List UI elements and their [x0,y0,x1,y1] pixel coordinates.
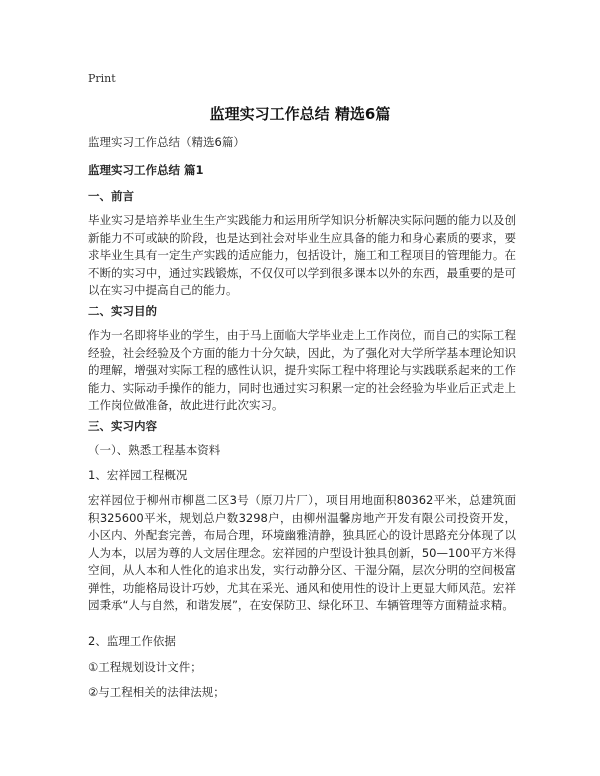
document-subtitle: 监理实习工作总结（精选6篇） [88,135,245,149]
list-item: ①工程规划设计文件； [88,660,202,674]
list-item: ②与工程相关的法律法规； [88,685,225,699]
section-heading-content: 三、实习内容 [88,419,157,433]
section-heading-preface: 一、前言 [88,189,134,203]
page-title: 监理实习工作总结 精选6篇 [209,105,391,123]
paragraph-purpose: 作为一名即将毕业的学生，由于马上面临大学毕业走上工作岗位，而自己的实际工程经验，社会经验及个方面的能力十分欠缺，因此，为了强化对大学所学基本理论知识的理解，增强对实际工程的感性认识，提升实际工程中将理论与实践联系起来的工作能力、实际动手操作的能力，同时也通过实习积累一定的社会经验为毕业后正式走上工作岗位做准备，故此进行此次实习。 [88,328,516,412]
article-heading: 监理实习工作总结 篇1 [88,163,204,177]
subheading-basis: 2、监理工作依据 [88,634,176,648]
paragraph-preface: 毕业实习是培养毕业生生产实践能力和运用所学知识分析解决实际问题的能力以及创新能力不可或缺的阶段，也是达到社会对毕业生应具备的能力和身心素质的要求，要求毕业生具有一定生产实践的适应能力，包括设计，施工和工程项目的管理能力。在不断的实习中，通过实践锻炼，不仅仅可以学到很多课本以外的东西，最重要的是可以在实习中提高自己的能力。 [88,213,516,297]
subheading-familiarize: （一）、熟悉工程基本资料 [88,443,221,457]
section-heading-purpose: 二、实习目的 [88,304,157,318]
print-link[interactable]: Print [88,72,116,85]
paragraph-project: 宏祥园位于柳州市柳邕二区3号（原刀片厂），项目用地面积80362平米，总建筑面积325600平米，规划总户数3298户，由柳州温馨房地产开发有限公司投资开发，小区内、外配套完善，布局合理，环境幽雅清静，独具匠心的设计思路充分体现了以人为本，以居为尊的人文居住理念。宏祥园的户型设计独具创新，50—100平方米得空间，从人本和人性化的追求出发，实行动静分区、干湿分隔，层次分明的空间极富弹性，功能格局设计巧妙，尤其在采光、通风和使用性的设计上更显大师风范。宏祥园秉承“人与自然，和谐发展”，在安保防卫、绿化环卫、车辆管理等方面精益求精。 [88,493,516,612]
subheading-project-overview: 1、宏祥园工程概况 [88,468,188,482]
